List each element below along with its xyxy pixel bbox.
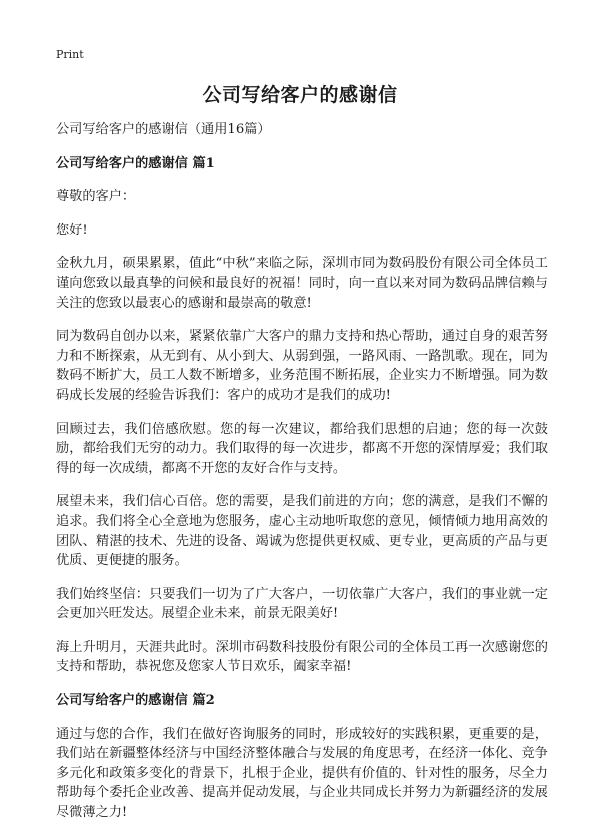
page-title: 公司写给客户的感谢信 bbox=[202, 84, 398, 106]
section-heading-1: 公司写给客户的感谢信 篇1 bbox=[56, 155, 215, 171]
paragraph: 通过与您的合作，我们在做好咨询服务的同时，形成较好的实践积累，更重要的是，我们站在新疆整体经济与中国经济整体融合与发展的角度思考，在经济一体化、竞争多元化和政策多变化的背景下，扎根于企业，提供有价值的、针对性的服务，尽全力帮助每个委托企业改善、提高并促动发展，与企业共同成长并努力为新疆经济的发展尽微薄之力! bbox=[56, 726, 548, 821]
section-heading-2: 公司写给客户的感谢信 篇2 bbox=[56, 693, 215, 709]
paragraph: 金秋九月，硕果累累，值此“中秋”来临之际，深圳市同为数码股份有限公司全体员工谨向您致以最真挚的问候和最良好的祝福！同时，向一直以来对同为数码品牌信赖与关注的您致以最衷心的感谢和最崇高的敬意! bbox=[56, 256, 548, 311]
paragraph: 海上升明月，天涯共此时。深圳市码数科技股份有限公司的全体员工再一次感谢您的支持和帮助，恭祝您及您家人节日欢乐，阖家幸福! bbox=[56, 639, 548, 675]
paragraph: 同为数码自创办以来，紧紧依靠广大客户的鼎力支持和热心帮助，通过自身的艰苦努力和不断探索，从无到有、从小到大、从弱到强，一路风雨、一路凯歌。现在，同为数码不断扩大，员工人数不断增多，业务范围不断拓展，企业实力不断增强。同为数码成长发展的经验告诉我们：客户的成功才是我们的成功! bbox=[56, 329, 548, 403]
document-body bbox=[56, 120, 548, 837]
paragraph: 展望未来，我们信心百倍。您的需要，是我们前进的方向；您的满意，是我们不懈的追求。我们将全心全意地为您服务，虚心主动地听取您的意见，倾情倾力地用高效的团队、精湛的技术、先进的设备、竭诚为您提供更权威、更专业，更高质的产品与更优质、更便捷的服务。 bbox=[56, 494, 548, 569]
paragraph: 回顾过去，我们倍感欣慰。您的每一次建议，都给我们思想的启迪；您的每一次鼓励，都给我们无穷的动力。我们取得的每一次进步，都离不开您的深情厚爱；我们取得的每一次成绩，都离不开您的友好合作与支持。 bbox=[56, 421, 548, 476]
greeting: 您好! bbox=[56, 222, 88, 238]
salutation: 尊敬的客户： bbox=[56, 189, 136, 205]
document-subtitle: 公司写给客户的感谢信（通用16篇） bbox=[56, 122, 271, 137]
paragraph: 我们始终坚信：只要我们一切为了广大客户，一切依靠广大客户，我们的事业就一定会更加兴旺发达。展望企业未来，前景无限美好! bbox=[56, 586, 548, 622]
print-link[interactable]: Print bbox=[56, 48, 84, 61]
